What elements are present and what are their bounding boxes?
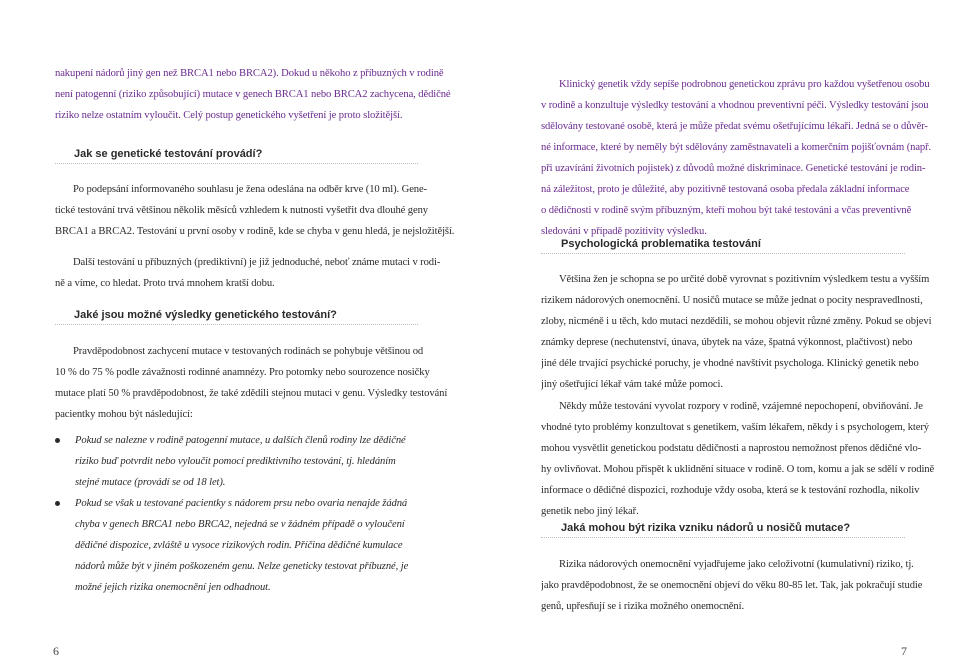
heading-divider [541, 537, 905, 538]
text-line: hy ovlivňovat. Mohou přispět k uklidnění situace v rodině. O tom, komu a jak se sdělí v rodině [541, 464, 935, 475]
text-line: genetik nebo jiný lékař. [541, 506, 639, 517]
heading-possible-results: Jaké jsou možné výsledky genetického testování? [74, 309, 337, 321]
text-line: Většina žen je schopna se po určité době vyrovnat s pozitivním výsledkem testu a vyšším [559, 274, 930, 285]
text-line: Pokud se nalezne v rodině patogenní mutace, u dalších členů rodiny lze dědičné [75, 435, 406, 446]
left-paragraph-1 [55, 179, 454, 242]
text-line: ná záležitost, proto je důležité, aby pozitivně testovaná osoba předala základní informace [541, 184, 910, 195]
text-line: Pokud se však u testované pacientky s nádorem prsu nebo ovaria nenajde žádná [75, 498, 408, 509]
heading-cancer-risks: Jaká mohou být rizika vzniku nádorů u nosičů mutace? [561, 522, 851, 534]
text-line: Další testování u příbuzných (prediktivní) je již jednoduché, neboť známe mutaci v rodi- [73, 257, 441, 268]
text-line: Klinický genetik vždy sepíše podrobnou genetickou zprávu pro každou vyšetřenou osobu [559, 79, 930, 90]
left-intro-paragraph [55, 63, 451, 126]
text-line: známky deprese (nechutenství, únava, úbytek na váze, špatná výkonnost, plačtivost) nebo [541, 337, 913, 348]
text-line: riziko nelze ostatním vyloučit. Celý postup genetického vyšetření je proto složitější. [55, 110, 403, 121]
text-line: Rizika nádorových onemocnění vyjadřujeme jako celoživotní (kumulativní) riziko, tj. [559, 559, 914, 570]
text-line: nádorů může být v jiném poškozeném genu. Nelze geneticky testovat příbuzné, je [75, 561, 409, 572]
text-line: Někdy může testování vyvolat rozpory v rodině, vzájemné nepochopení, obviňování. Je [559, 401, 923, 412]
text-line: možné jejich rizika onemocnění jen odhadnout. [75, 582, 271, 593]
heading-psychological-issues: Psychologická problematika testování [561, 238, 761, 250]
right-intro-paragraph [541, 74, 931, 242]
text-line: v rodině a konzultuje výsledky testování a vhodnou preventivní péči. Výsledky testování jsou [541, 100, 929, 111]
text-line: chyba v genech BRCA1 nebo BRCA2, nejedná se v žádném případě o vyloučení [75, 519, 405, 530]
list-item [55, 430, 418, 493]
text-line: mutace platí 50 % pravděpodobnost, že také zdědili stejnou mutaci v genu. Výsledky testování [55, 388, 448, 399]
heading-divider [541, 253, 905, 254]
text-line: genů, upřesňují se i rizika možného onemocnění. [541, 601, 744, 612]
text-line: při uzavírání životních pojistek) z důvodů možné diskriminace. Genetické testování je rodin- [541, 163, 926, 174]
text-line: zloby, nicméně i u těch, kdo mutaci nezdědili, se mohou objevit různé změny. Pokud se objeví [541, 316, 932, 327]
text-line: Po podepsání informovaného souhlasu je žena odeslána na odběr krve (10 ml). Gene- [73, 184, 428, 195]
text-line: o dědičnosti v rodině svým příbuzným, kteří mohou být také testováni a včas preventivně [541, 205, 912, 216]
text-line: stejné mutace (provádí se od 18 let). [75, 477, 226, 488]
text-line: Pravděpodobnost zachycení mutace v testovaných rodinách se pohybuje většinou od [73, 346, 424, 357]
bullet-marker [55, 438, 60, 443]
text-line: není patogenní (riziko způsobující) mutace v genech BRCA1 nebo BRCA2 zachycena, dědičné [55, 89, 451, 100]
bullet-marker [55, 501, 60, 506]
left-paragraph-2 [55, 252, 440, 294]
text-line: vhodné tyto problémy konzultovat s genetikem, vaším lékařem, někdy i s psychologem, který [541, 422, 929, 433]
bullet-list [55, 430, 418, 598]
text-line: jiný ošetřující lékař vám také může pomoci. [541, 379, 723, 390]
page-number-right: 7 [901, 644, 907, 658]
right-paragraph-1 [541, 269, 931, 395]
text-line: nakupení nádorů jiný gen než BRCA1 nebo BRCA2). Dokud u někoho z příbuzných v rodině [55, 68, 444, 79]
right-paragraph-3 [541, 554, 922, 617]
text-line: ně a víme, co hledat. Proto trvá mnohem kratší dobu. [55, 278, 275, 289]
text-line: sledováni v případě pozitivity výsledku. [541, 226, 707, 237]
heading-divider [55, 324, 418, 325]
heading-how-testing-done: Jak se genetické testování provádí? [74, 148, 263, 160]
text-line: tické testování trvá většinou několik měsíců vzhledem k nutnosti vyšetřit dva dlouhé geny [55, 205, 428, 216]
text-line: dědičné dispozice, zvláště u vysoce rizikových rodin. Příčina dědičné kumulace [75, 540, 403, 551]
right-paragraph-2 [541, 396, 934, 522]
heading-divider [55, 163, 418, 164]
page-number-left: 6 [53, 644, 59, 658]
text-line: jako pravděpodobnost, že se onemocnění objeví do věku 80-85 let. Tak, jak pokračují studie [541, 580, 923, 591]
text-line: mohou vysvětlit genetickou podstatu dědičnosti a naprostou nemožnost přenos dědičné vlo- [541, 443, 922, 454]
text-line: né informace, které by neměly být sdělovány zaměstnavateli a komerčním pojišťovnám (např. [541, 142, 932, 153]
text-line: 10 % do 75 % podle závažnosti rodinné anamnézy. Pro potomky nebo sourozence nosičky [55, 367, 430, 378]
text-line: riziko buď potvrdit nebo vyloučit pomocí prediktivního testování, tj. hledáním [75, 456, 396, 467]
text-line: pacientky mohou být následující: [55, 409, 193, 420]
text-line: rizikem nádorových onemocnění. U nosičů mutace se může jednat o pocity nespravedlnosti, [541, 295, 923, 306]
text-line: sdělovány testované osobě, která je může předat svému ošetřujícímu lékaři. Jedná se o důvěr- [541, 121, 928, 132]
text-line: jiné déle trvající psychické poruchy, je vhodné navštívit psychologa. Klinický genetik nebo [541, 358, 919, 369]
text-line: informace o dědičné dispozici, rozhoduje vždy osoba, která se k testování rozhodla, nikoliv [541, 485, 920, 496]
text-line: BRCA1 a BRCA2. Testování u první osoby v rodině, kde se chyba v genu hledá, je nejsložitější. [55, 226, 455, 237]
list-item [55, 493, 418, 598]
left-paragraph-3 [55, 341, 447, 425]
